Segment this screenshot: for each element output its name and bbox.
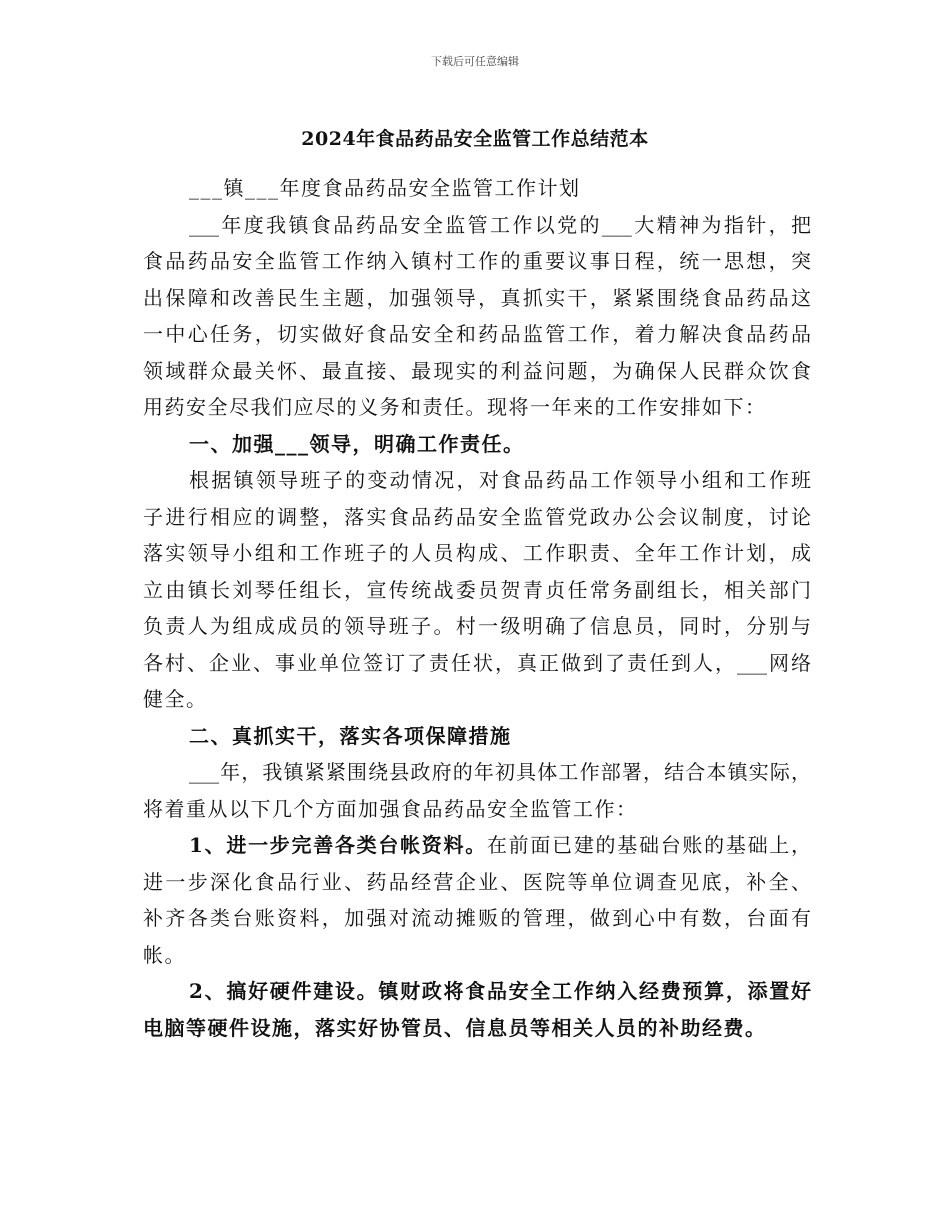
section-heading: 一、加强___领导，明确工作责任。 — [189, 431, 525, 456]
page-header-note: 下载后可任意编辑 — [431, 55, 519, 68]
body-line-mixed — [143, 827, 811, 864]
body-line: ___镇___年度食品药品安全监管工作计划 — [189, 176, 581, 200]
body-line-bold: 2、搞好硬件建设。镇财政将食品安全工作纳入经费预算，添置好 — [189, 979, 811, 1003]
section-heading: 二、真抓实干，落实各项保障措施 — [189, 723, 512, 748]
body-line: 各村、企业、事业单位签订了责任状，真正做到了责任到人，___网络 — [143, 650, 811, 675]
body-line: 出保障和改善民生主题，加强领导，真抓实干，紧紧围绕食品药品这 — [143, 285, 811, 310]
body-line: ___年度我镇食品药品安全监管工作以党的___大精神为指针，把 — [189, 212, 811, 237]
body-line: 落实领导小组和工作班子的人员构成、工作职责、全年工作计划，成 — [143, 541, 811, 565]
body-line-bold: 电脑等硬件设施，落实好协管员、信息员等相关人员的补助经费。 — [143, 1015, 767, 1040]
body-line: 立由镇长刘琴任组长，宣传统战委员贺青贞任常务副组长，相关部门 — [143, 577, 811, 602]
document-title: 2024年食品药品安全监管工作总结范本 — [301, 128, 649, 150]
body-line: 帐。 — [143, 942, 186, 967]
body-line: 子进行相应的调整，落实食品药品安全监管党政办公会议制度，讨论 — [143, 504, 811, 529]
body-line: 一中心任务，切实做好食品安全和药品监管工作，着力解决食品药品 — [143, 322, 811, 346]
body-line: 补齐各类台账资料，加强对流动摊贩的管理，做到心中有数，台面有 — [143, 906, 811, 930]
document-body — [143, 170, 811, 1046]
body-line: 领域群众最关怀、最直接、最现实的利益问题，为确保人民群众饮食 — [143, 358, 811, 383]
item-text: 在前面已建的基础台账的基础上， — [486, 833, 812, 857]
body-line: 进一步深化食品行业、药品经营企业、医院等单位调查见底，补全、 — [143, 869, 811, 894]
body-line: 将着重从以下几个方面加强食品药品安全监管工作： — [143, 796, 638, 821]
body-line: 根据镇领导班子的变动情况，对食品药品工作领导小组和工作班 — [189, 468, 811, 492]
body-line: 用药安全尽我们应尽的义务和责任。现将一年来的工作安排如下： — [143, 395, 767, 419]
body-line: 食品药品安全监管工作纳入镇村工作的重要议事日程，统一思想，突 — [143, 249, 811, 273]
body-line: ___年，我镇紧紧围绕县政府的年初具体工作部署，结合本镇实际， — [189, 760, 811, 784]
body-line: 健全。 — [143, 687, 208, 711]
body-line: 负责人为组成成员的领导班子。村一级明确了信息员，同时，分别与 — [143, 614, 811, 638]
item-heading: 1、进一步完善各类台帐资料。 — [189, 833, 487, 857]
